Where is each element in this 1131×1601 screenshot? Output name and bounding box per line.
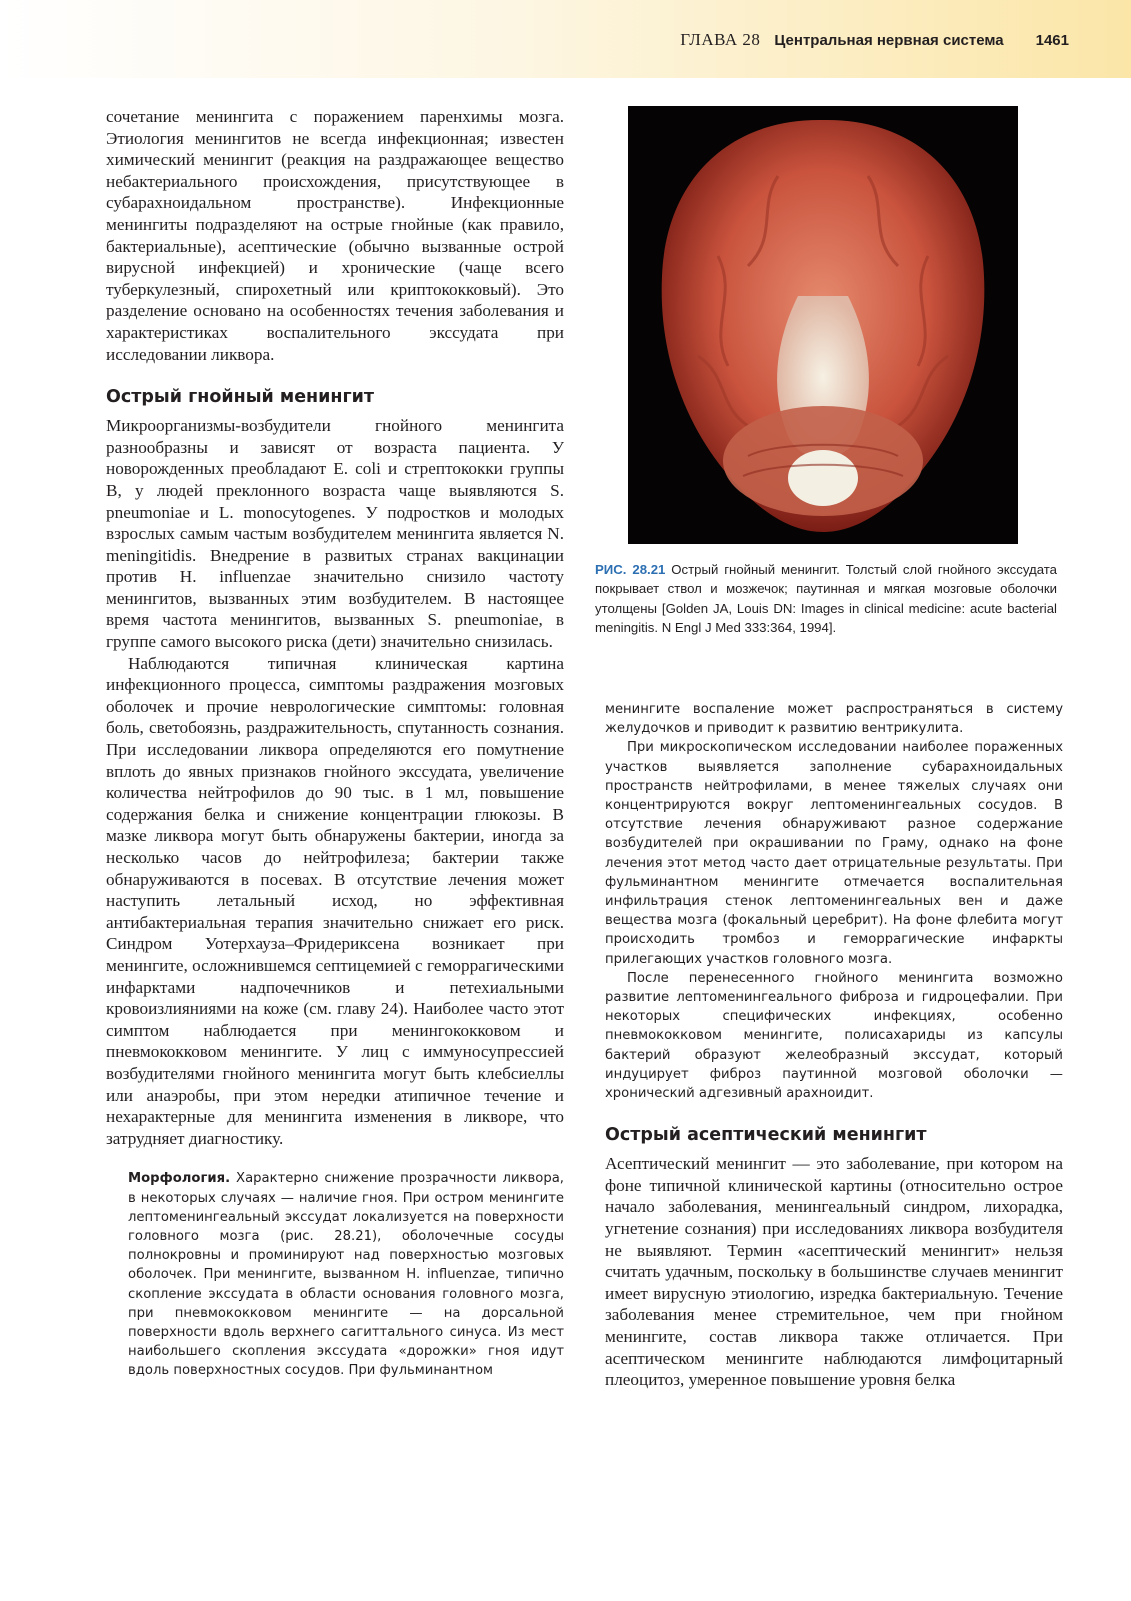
figure-number: РИС. 28.21 [595,562,666,577]
morphology-text: Характерно снижение прозрачности ликвора, в некоторых случаях — наличие гноя. При остром менингите лептоменингеальный экссудат локализуется на поверхности головного мозга (рис. 28.21), оболочечные сосуды полнокровны и проминируют над поверхностью мозговых оболочек. При менингите, вызванном H. influenzae, типично скопление экссудата в области основания головного мозга, при пневмококковом менингите — на дорсальной поверхности вдоль верхнего сагиттального синуса. Из мест наибольшего скопления экссудата «дорожки» гноя идут вдоль поверхностных сосудов. При фульминантном [128,1171,564,1379]
paragraph-sequelae: После перенесенного гнойного менингита возможно развитие лептоменингеального фиброза и гидроцефалии. При некоторых специфических инфекциях, особенно пневмококковом менингите, полисахариды из капсулы бактерий образуют желеобразный экссудат, который индуцирует фиброз паутинной мозговой оболочки — хронический адгезивный арахноидит. [605,970,1063,1102]
paragraph-clinical: Наблюдаются типичная клиническая картина инфекционного процесса, симптомы раздражения мозговых оболочек и прочие неврологические симптомы: головная боль, светобоязнь, раздражительность, спутанность сознания. При исследовании ликвора определяются его помутнение вплоть до явных признаков гнойного экссудата, увеличение количества нейтрофилов до 90 тыс. в 1 мл, повышение содержания белка и снижение концентрации глюкозы. В мазке ликвора могут быть обнаружены бактерии, иногда за несколько часов до нейтрофилеза; бактерии также обнаруживаются в посевах. В отсутствие лечения может наступить летальный исход, но эффективная антибактериальная терапия значительно снижает его риск. Синдром Уотерхауза–Фридериксена возникает при менингите, осложнившемся септицемией с геморрагическими инфарктами надпочечников и петехиальными кровоизлияниями на коже (см. главу 24). Наиболее часто этот симптом наблюдается при менингококковом и пневмококковом менингите. У лиц с иммуносупрессией возбудителями гнойного менингита могут быть клебсиеллы или анаэробы, при этом нередки атипичное течение и нехарактерные для менингита изменения в ликворе, что затрудняет диагностику. [106,653,564,1148]
figure-caption-text: Острый гнойный менингит. Толстый слой гнойного экссудата покрывает ствол и мозжечок; паутинная и мягкая мозговые оболочки утолщены [Golden JA, Louis DN: Images in clinical medicine: acute bacterial meningitis. N Engl J Med 333:364, 1994]. [595,562,1057,636]
morphology-label: Морфология. [128,1171,231,1187]
page-header [0,0,1131,78]
paragraph-intro: сочетание менингита с поражением паренхимы мозга. Этиология менингитов не всегда инфекционная; известен химический менингит (реакция на раздражающее вещество небактериального происхождения, присутствующее в субарахноидальном пространстве). Инфекционные менингиты подразделяют на острые гнойные (как правило, бактериальные), асептические (обычно вызванные острой вирусной инфекцией) и хронические (чаще всего туберкулезный, спирохетный или криптококковый). Это разделение основано на особенностях течения заболевания и характеристиках воспалительного экссудата при исследовании ликвора. [106,107,564,364]
section-heading-purulent: Острый гнойный менингит [106,387,375,408]
section-heading-aseptic: Острый асептический менингит [605,1125,927,1146]
brain-image [628,106,1018,544]
paragraph-aseptic: Асептический менингит — это заболевание, при котором на фоне типичной клинической картины (относительно острое начало заболевания, менингеальный синдром, лихорадка, угнетение сознания) при исследованиях ликвора возбудителя не выявляют. Термин «асептический менингит» нельзя считать удачным, поскольку в большинстве случаев менингит имеет вирусную этиологию, изредка бактериальную. Течение заболевания менее стремительное, чем при гнойном менингите, состав ликвора также отличается. При асептическом менингите наблюдаются лимфоцитарный плеоцитоз, умеренное повышение уровня белка [605,1154,1063,1390]
figure-caption [595,560,1057,638]
paragraph-pathogens: Микроорганизмы-возбудители гнойного менингита разнообразны и зависят от возраста пациента. У новорожденных преобладают E. coli и стрептококки группы B, у людей преклонного возраста чаще выявляются S. pneumoniae и L. monocytogenes. У подростков и молодых взрослых самым частым возбудителем менингита является N. meningitidis. Внедрение в развитых странах вакцинации против H. influenzae значительно снизило частоту менингитов, вызванных этим возбудителем. В настоящее время частота менингитов, вызванных S. pneumoniae, в группе самого высокого риска (дети) значительно снизилась. [106,416,564,652]
page-number: 1461 [1035,32,1069,49]
paragraph-microscopy: При микроскопическом исследовании наиболее пораженных участков выявляется заполнение субарахноидальных пространств нейтрофилами, в менее тяжелых случаях они концентрируются вокруг лептоменингеальных сосудов. В отсутствие лечения обнаруживают разное содержание возбудителей при окрашивании по Граму, однако на фоне лечения этот метод часто дает отрицательные результаты. При фульминантном менингите отмечается воспалительная инфильтрация стенок лептоменингеальных вен и даже вещества мозга (фокальный церебрит). На фоне флебита могут происходить тромбоз и геморрагические инфаркты прилегающих участков головного мозга. [605,740,1063,967]
paragraph-morph-cont: менингите воспаление может распространяться в систему желудочков и приводит к развитию вентрикулита. [605,702,1063,737]
right-column [605,700,1063,1391]
morphology-block [128,1169,564,1380]
chapter-label: ГЛАВА 28 [680,30,761,49]
chapter-title: Центральная нервная система [774,32,1004,49]
brain-photo [628,106,1018,544]
left-column [106,106,564,1381]
